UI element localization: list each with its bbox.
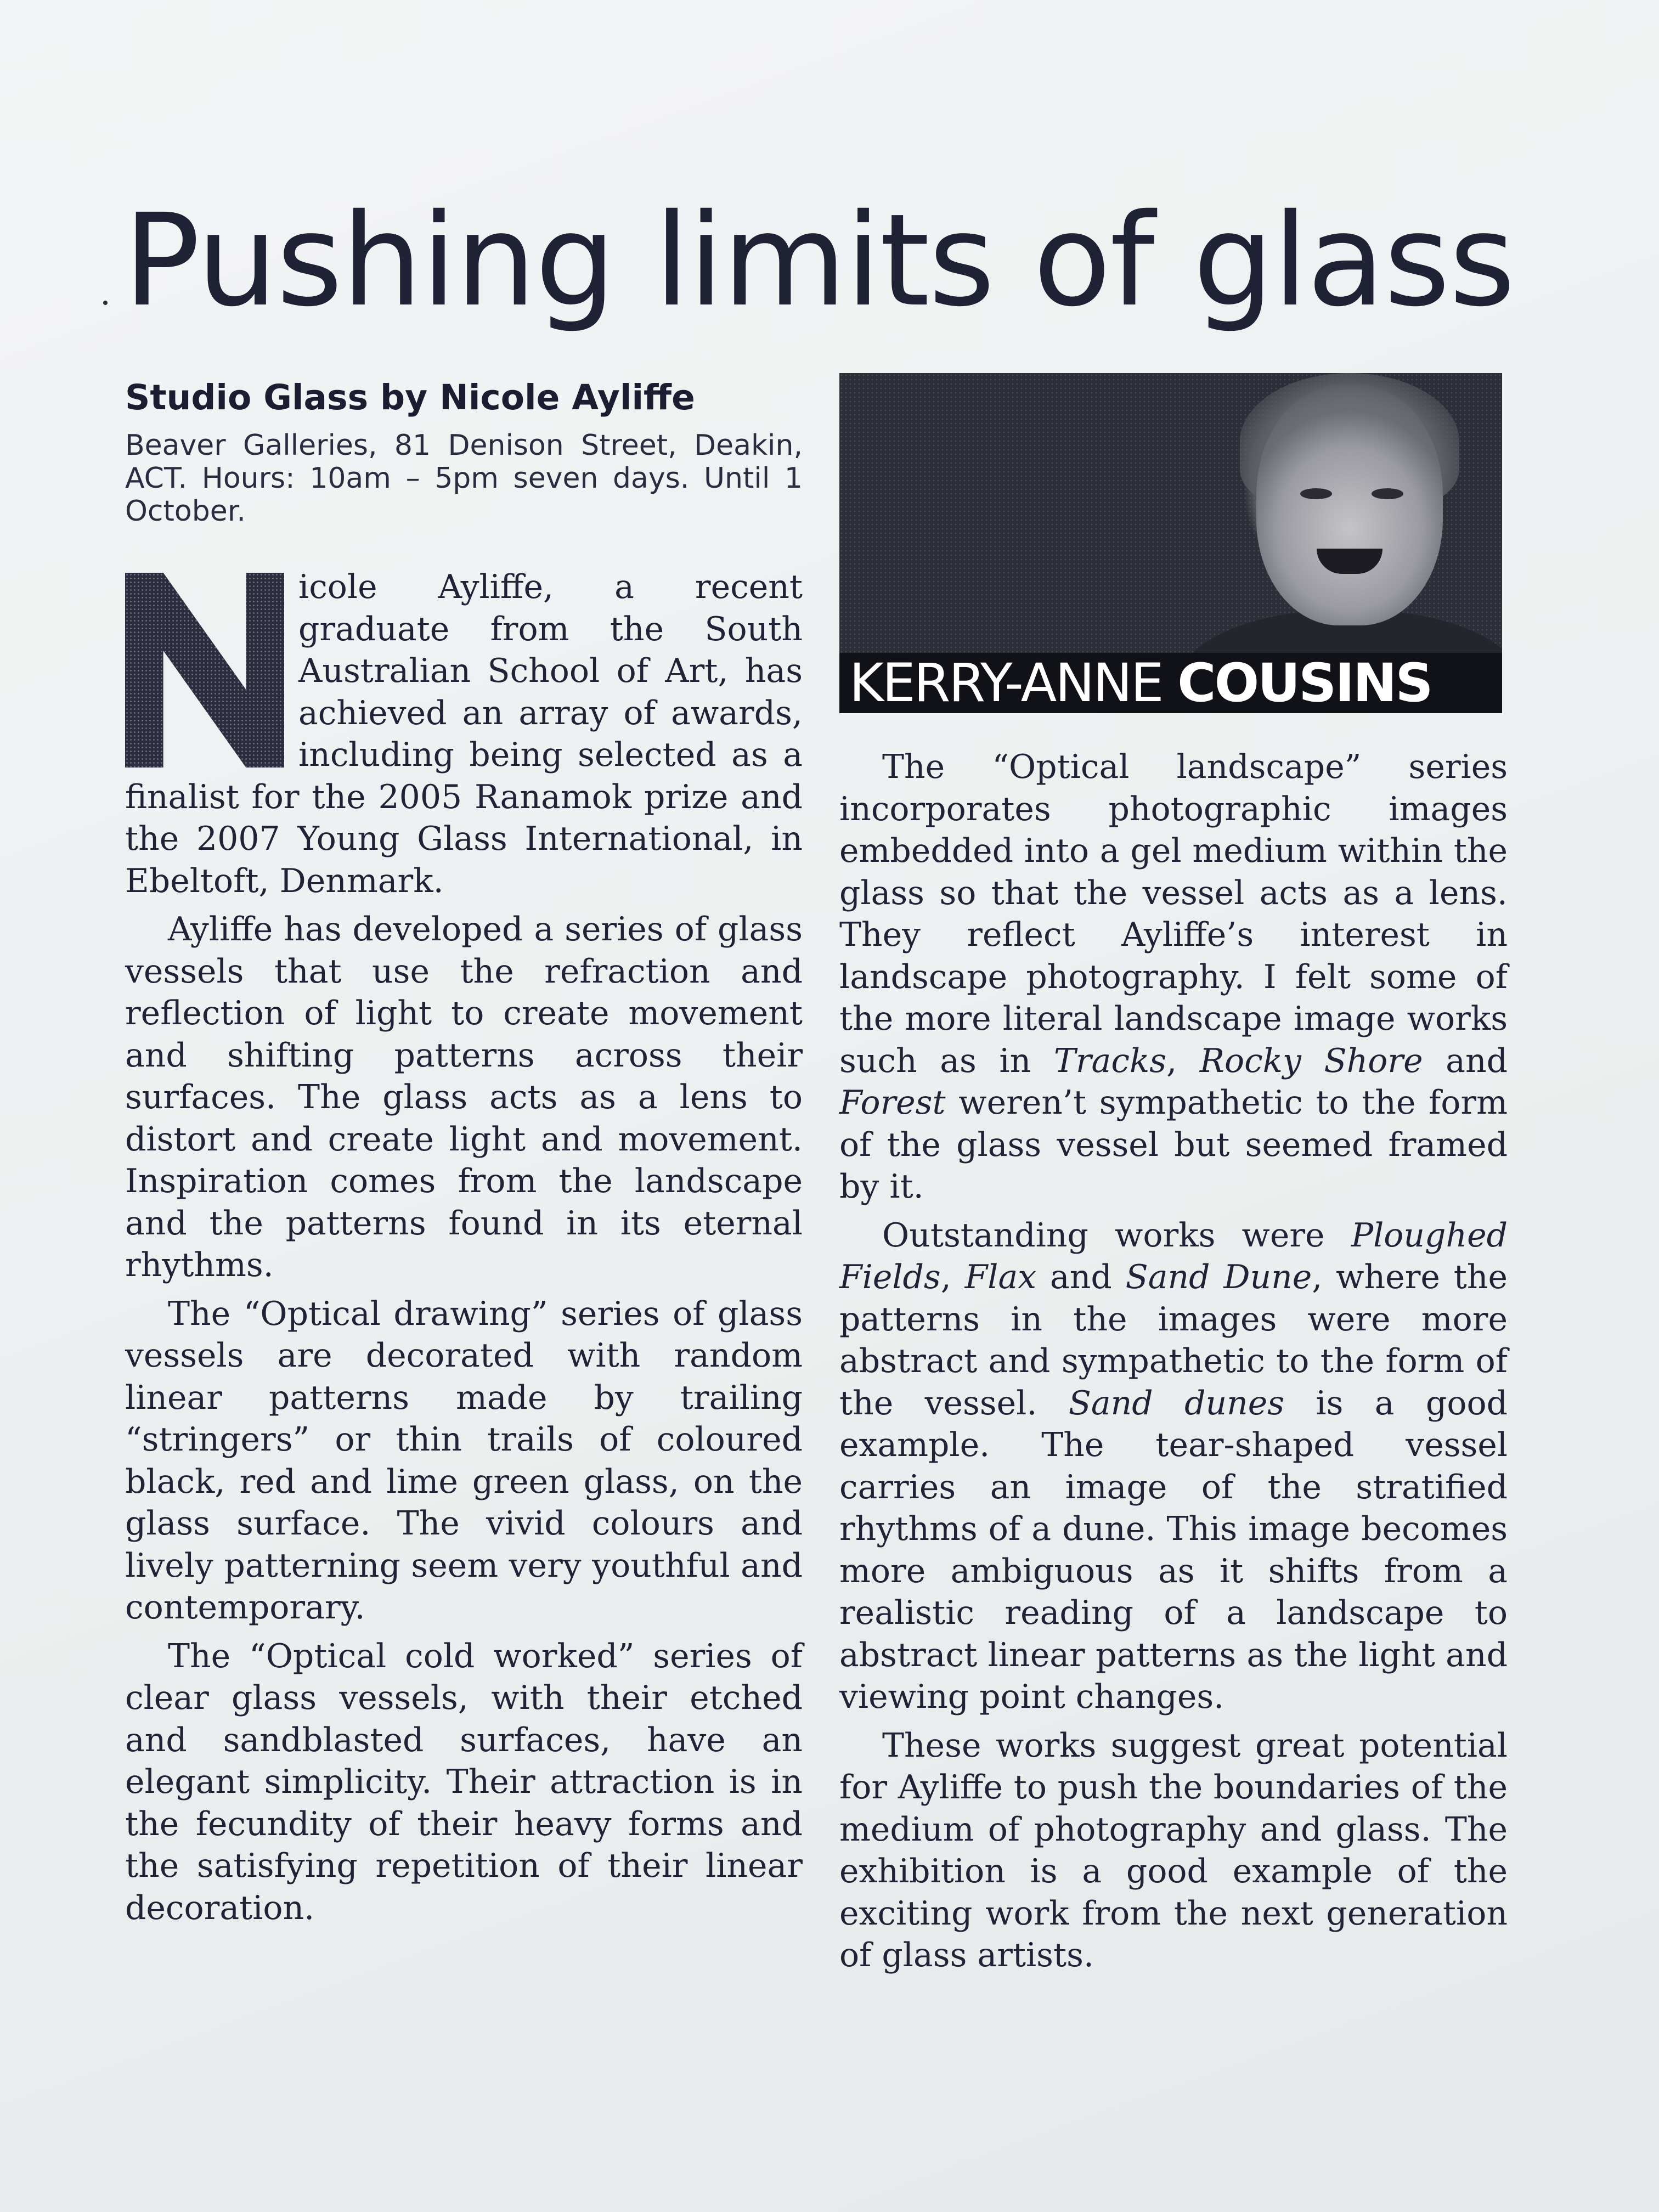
work-title: Sand Dune	[1125, 1258, 1312, 1296]
right-column	[839, 373, 1508, 1983]
byline-first-name: KERRY-ANNE	[849, 652, 1163, 713]
author-photo	[839, 373, 1502, 713]
portrait-eye-right	[1372, 488, 1403, 499]
author-portrait-icon	[1256, 384, 1443, 625]
byline-last-name: COUSINS	[1177, 652, 1432, 713]
ink-speck	[103, 301, 108, 305]
work-title: Ploughed Fields	[839, 1216, 1508, 1296]
headline: Pushing limits of glass	[123, 187, 1515, 335]
work-title: Forest	[839, 1084, 946, 1122]
text-run: ,	[1166, 1041, 1200, 1080]
paragraph-optical-drawing: The “Optical drawing” series of glass vessels are decorated with random linear patterns made by trailing “stringers” or thin trails of coloured black, red and lime green glass, on the glass surface. The vivid colours and lively patterning seem very youthful and contemporary.	[125, 1294, 803, 1627]
work-title: Flax	[964, 1258, 1037, 1296]
text-run: , where the patterns in the images were more abstract and sympathetic to the form of the vessel.	[839, 1258, 1508, 1423]
text-run: is a good example. The tear-shaped vessel carries an image of the stratified rhythms of a dune. This image becomes more ambiguous as it shifts from a realistic reading of a landscape to abstract linear patterns as the light and viewing point changes.	[839, 1384, 1508, 1716]
work-title: Tracks	[1053, 1041, 1167, 1080]
right-body-text	[839, 746, 1508, 1977]
paragraph-conclusion: These works suggest great potential for Ayliffe to push the boundaries of the medium of photography and glass. The exhibition is a good example of the exciting work from the next generation of glass artists.	[839, 1726, 1508, 1974]
work-title: Rocky Shore	[1199, 1041, 1423, 1080]
review-title: Studio Glass by Nicole Ayliffe	[125, 377, 695, 417]
author-byline	[839, 653, 1502, 713]
paragraph-refraction: Ayliffe has developed a series of glass vessels that use the refraction and reflection of light to create movement and shifting patterns across their surfaces. The glass acts as a lens to distort and create light and movement. Inspiration comes from the landscape and the patterns found in its eternal rhythms.	[125, 910, 803, 1284]
portrait-eye-left	[1300, 488, 1332, 499]
text-run: ,	[940, 1258, 965, 1296]
text-run: and	[1423, 1041, 1508, 1080]
intro-text: icole Ayliffe, a recent graduate from the South Australian School of Art, has achieved an array of awards, including being selected as a finalist for the 2005 Ranamok prize and the 2007 Young Glass International, in Ebeltoft, Denmark.	[125, 568, 803, 900]
left-column	[125, 373, 803, 1936]
left-body-text	[125, 566, 803, 1929]
text-run: Outstanding works were	[882, 1216, 1351, 1255]
venue-details: Beaver Galleries, 81 Denison Street, Deakin, ACT. Hours: 10am – 5pm seven days. Until 1 October.	[125, 429, 803, 528]
text-run: and	[1036, 1258, 1126, 1296]
text-run: The “Optical landscape” series incorporates photographic images embedded into a gel medium within the glass so that the vessel acts as a lens. They reflect Ayliffe’s interest in landscape photography. I felt some of the more literal landscape image works such as in	[839, 748, 1508, 1080]
work-title: Sand dunes	[1068, 1384, 1285, 1423]
paragraph-optical-landscape	[839, 746, 1508, 1208]
paragraph-outstanding-works	[839, 1215, 1508, 1718]
text-run: weren’t sympathetic to the form of the glass vessel but seemed framed by it.	[839, 1084, 1508, 1206]
paragraph-optical-cold-worked: The “Optical cold worked” series of clear glass vessels, with their etched and sandblasted surfaces, have an elegant simplicity. Their attraction is in the fecundity of their heavy forms and the satisfying repetition of their linear decoration.	[125, 1637, 803, 1927]
